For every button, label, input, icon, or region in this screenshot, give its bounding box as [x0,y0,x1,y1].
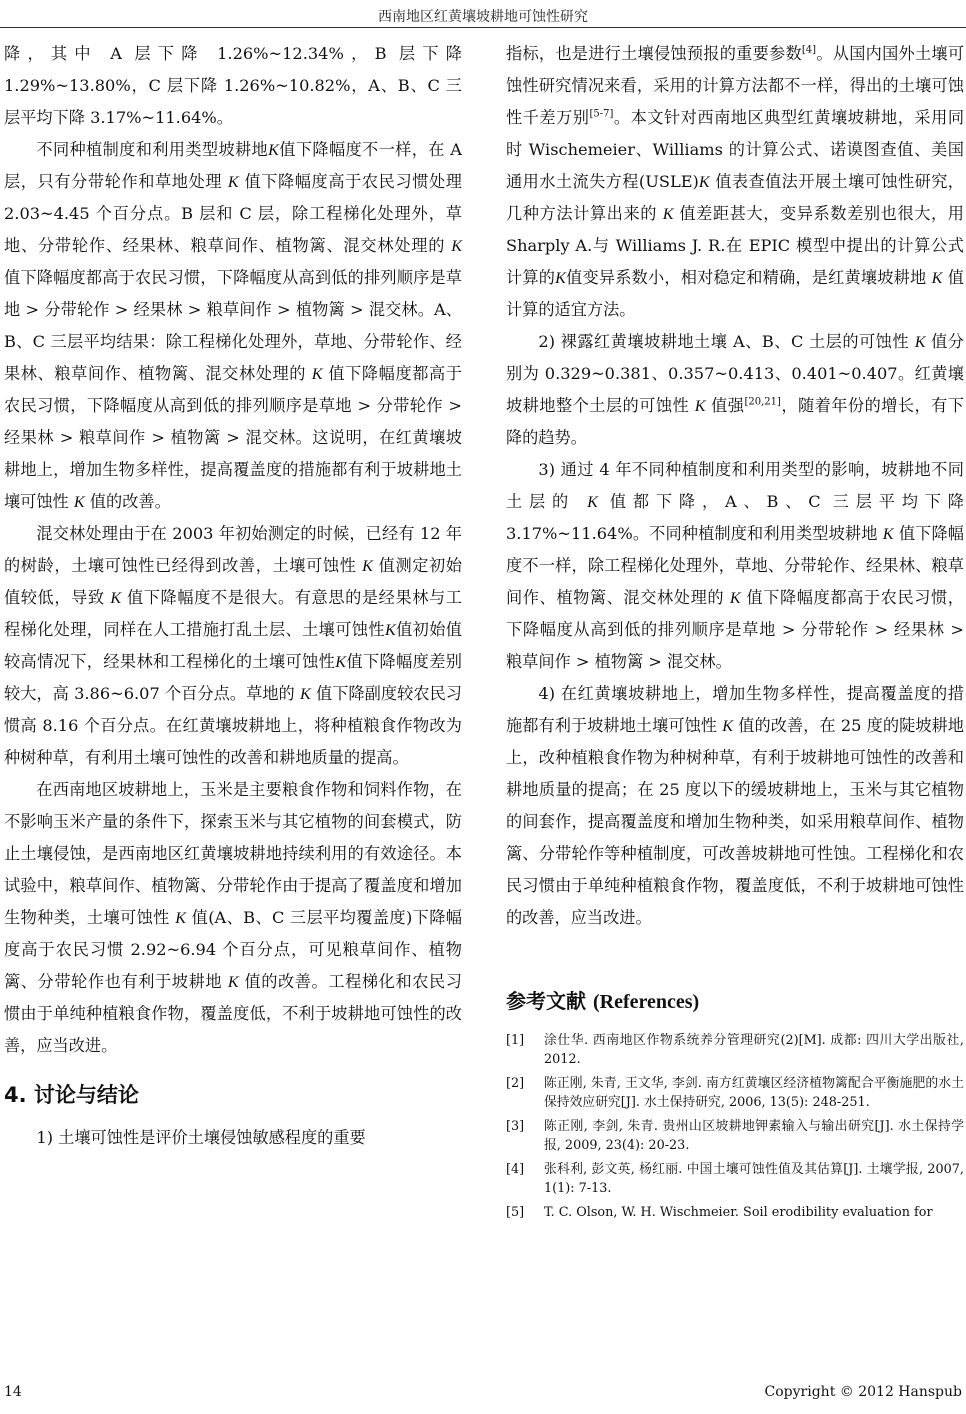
reference-list [506,1031,964,1222]
citation[interactable]: [5-7] [589,108,614,120]
running-title: 西南地区红黄壤坡耕地可蚀性研究 [378,9,588,25]
reference-item: [4] 张科利, 彭文英, 杨红丽. 中国土壤可蚀性值及其估算[J]. 土壤学报, 2007, 1(1): 7-13. [506,1162,964,1196]
left-paragraph-4: 在西南地区坡耕地上，玉米是主要粮食作物和饲料作物，在不影响玉米产量的条件下，探索玉米与其它植物的间套模式，防止土壤侵蚀，是西南地区红黄壤坡耕地持续利用的有效途径。本试验中，粮草间作、植物篱、分带轮作由于提高了覆盖度和增加生物种类，土壤可蚀性 K 值(A、B、C 三层平均覆盖度)下降幅度高于农民习惯 2.92~6.94 个百分点，可见粮草间作、植物篱、分带轮作也有利于坡耕地 K 值的改善。工程梯化和农民习惯由于单纯种植粮食作物，覆盖度低，不利于坡耕地可蚀性的改善，应当改进。 [4,780,462,1055]
reference-item: [5] T. C. Olson, W. H. Wischmeier. Soil erodibility evaluation for [506,1205,933,1220]
left-paragraph-3: 混交林处理由于在 2003 年初始测定的时候，已经有 12 年的树龄，土壤可蚀性已经得到改善，土壤可蚀性 K 值测定初始值较低，导致 K 值下降幅度不是很大。有意思的是经果林与工程梯化处理，同样在人工措施打乱土层、土壤可蚀性K值初始值较高情况下，经果林和工程梯化的土壤可蚀性K值下降幅度差别较大，高 3.86~6.07 个百分点。草地的 K 值下降副度较农民习惯高 8.16 个百分点。在红黄壤坡耕地上，将种植粮食作物改为种树种草，有利用土壤可蚀性的改善和耕地质量的提高。 [4,524,462,767]
references-heading: 参考文献 (References) [506,989,700,1013]
citation[interactable]: [4] [801,44,817,56]
citation[interactable]: [20,21] [744,396,781,408]
reference-item: [1] 涂仕华. 西南地区作物系统养分管理研究(2)[M]. 成都: 四川大学出版社, 2012. [506,1033,964,1067]
copyright-notice: Copyright © 2012 Hanspub [764,1384,962,1400]
right-paragraph-1: 指标，也是进行土壤侵蚀预报的重要参数[4]。从国内国外土壤可蚀性研究情况来看，采用的计算方法都不一样，得出的土壤可蚀性千差万别[5-7]。本文针对西南地区典型红黄壤坡耕地，采用同时 Wischemeier、Williams 的计算公式、诺谟图查值、美国通用水土流失方程(USLE)K 值表查值法开展土壤可蚀性研究，几种方法计算出来的 K 值差距甚大，变异系数差别也很大，用 Sharply A.与 Williams J. R.在 EPIC 模型中提出的计算公式计算的K值变异系数小，相对稳定和精确，是红黄壤坡耕地 K 值计算的适宜方法。 [506,44,965,319]
left-paragraph-2: 不同种植制度和利用类型坡耕地K值下降幅度不一样，在 A 层，只有分带轮作和草地处理 K 值下降幅度高于农民习惯处理 2.03~4.45 个百分点。B 层和 C 层，除工程梯化处理外，草地、分带轮作、经果林、粮草间作、植物篱、混交林处理的 K 值下降幅度都高于农民习惯，下降幅度从高到低的排列顺序是草地 > 分带轮作 > 经果林 > 粮草间作 > 植物篱 > 混交林。A、B、C 三层平均结果：除工程梯化处理外，草地、分带轮作、经果林、粮草间作、植物篱、混交林处理的 K 值下降幅度都高于农民习惯，下降幅度从高到低的排列顺序是草地 > 分带轮作 > 经果林 > 粮草间作 > 植物篱 > 混交林。这说明，在红黄壤坡耕地上，增加生物多样性，提高覆盖度的措施都有利于坡耕地土壤可蚀性 K 值的改善。 [4,140,462,511]
right-paragraph-3: 3) 通过 4 年不同种植制度和利用类型的影响，坡耕地不同土层的 K 值都下降，A、B、C 三层平均下降 3.17%~11.64%。不同种植制度和利用类型坡耕地 K 值下降幅度不一样，除工程梯化处理外，草地、分带轮作、经果林、粮草间作、植物篱、混交林处理的 K 值下降幅度都高于农民习惯，下降幅度从高到低的排列顺序是草地 > 分带轮作 > 经果林 > 粮草间作 > 植物篱 > 混交林。 [506,460,964,671]
section-heading-discussion: 4. 讨论与结论 [4,1083,139,1107]
reference-item: [3] 陈正刚, 李剑, 朱青. 贵州山区坡耕地钾素输入与输出研究[J]. 水土保持学报, 2009, 23(4): 20-23. [506,1119,964,1153]
left-paragraph-1: 降，其中 A 层下降 1.26%~12.34%，B 层下降 1.29%~13.80%，C 层下降 1.26%~10.82%，A、B、C 三层平均下降 3.17%~11.64%。 [4,44,462,127]
left-paragraph-5: 1) 土壤可蚀性是评价土壤侵蚀敏感程度的重要 [36,1128,366,1147]
reference-item: [2] 陈正刚, 朱青, 王文华, 李剑. 南方红黄壤区经济植物篱配合平衡施肥的水土保持效应研究[J]. 水土保持研究, 2006, 13(5): 248-251. [506,1076,964,1110]
right-paragraph-4: 4) 在红黄壤坡耕地上，增加生物多样性，提高覆盖度的措施都有利于坡耕地土壤可蚀性 K 值的改善，在 25 度的陡坡耕地上，改种植粮食作物为种树种草，有利于坡耕地可蚀性的改善和耕地质量的提高；在 25 度以下的缓坡耕地上，玉米与其它植物的间套作，提高覆盖度和增加生物种类，如采用粮草间作、植物篱、分带轮作等种植制度，可改善坡耕地可性蚀。工程梯化和农民习惯由于单纯种植粮食作物，覆盖度低，不利于坡耕地可蚀性的改善，应当改进。 [506,684,964,927]
right-paragraph-2: 2) 裸露红黄壤坡耕地土壤 A、B、C 土层的可蚀性 K 值分别为 0.329~0.381、0.357~0.413、0.401~0.407。红黄壤坡耕地整个土层的可蚀性 K 值强[20,21]，随着年份的增长，有下降的趋势。 [506,332,964,447]
page-number: 14 [4,1384,22,1400]
header-divider [0,27,966,28]
right-column [506,38,964,1227]
left-column [4,38,462,1154]
